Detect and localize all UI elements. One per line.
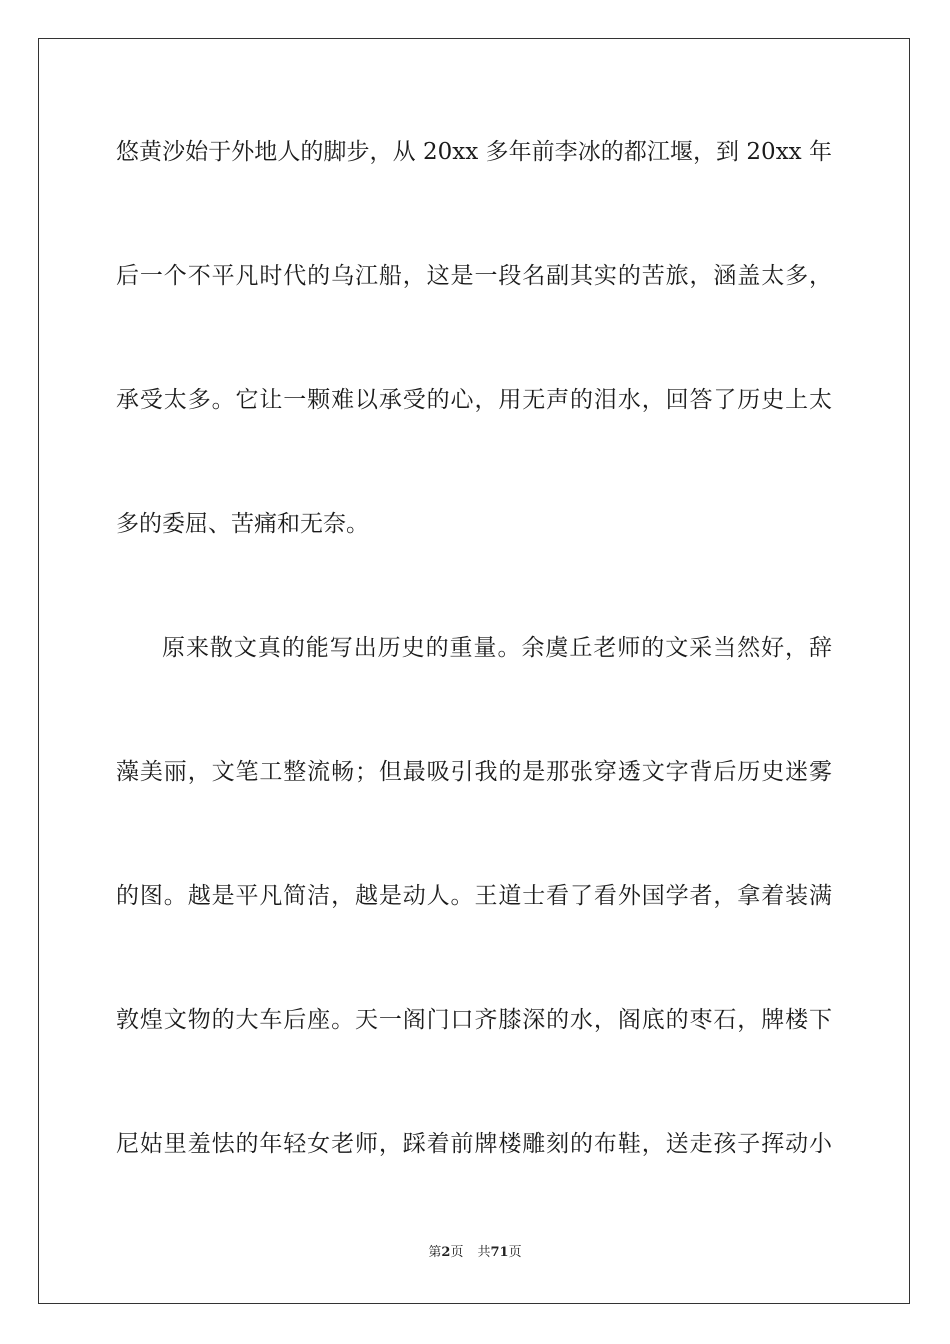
text-line: 后一个不平凡时代的乌江船，这是一段名副其实的苦旅，涵盖太多， [116, 263, 832, 289]
page-suffix: 页 [450, 1245, 464, 1260]
text-line: 多的委屈、苦痛和无奈。 [116, 511, 369, 537]
text-line: 原来散文真的能写出历史的重量。余虞丘老师的文采当然好，辞 [162, 635, 832, 661]
text-line: 的图。越是平凡简洁，越是动人。王道士看了看外国学者，拿着装满 [116, 883, 832, 909]
text-line: 承受太多。它让一颗难以承受的心，用无声的泪水，回答了历史上太 [116, 387, 832, 413]
text-line: 尼姑里羞怯的年轻女老师，踩着前牌楼雕刻的布鞋，送走孩子挥动小 [116, 1131, 832, 1157]
text-line: 悠黄沙始于外地人的脚步，从 20xx 多年前李冰的都江堰，到 20xx 年 [116, 139, 832, 165]
page-number: 2 [441, 1245, 451, 1260]
total-pages: 71 [490, 1245, 509, 1260]
text-line: 藻美丽，文笔工整流畅；但最吸引我的是那张穿透文字背后历史迷雾 [116, 759, 832, 785]
text-line: 敦煌文物的大车后座。天一阁门口齐膝深的水，阁底的枣石，牌楼下 [116, 1007, 832, 1033]
total-prefix: 共 [477, 1245, 491, 1260]
total-suffix: 页 [508, 1245, 522, 1260]
page-footer [0, 1244, 950, 1262]
page-border [38, 38, 910, 1304]
page-prefix: 第 [428, 1245, 442, 1260]
